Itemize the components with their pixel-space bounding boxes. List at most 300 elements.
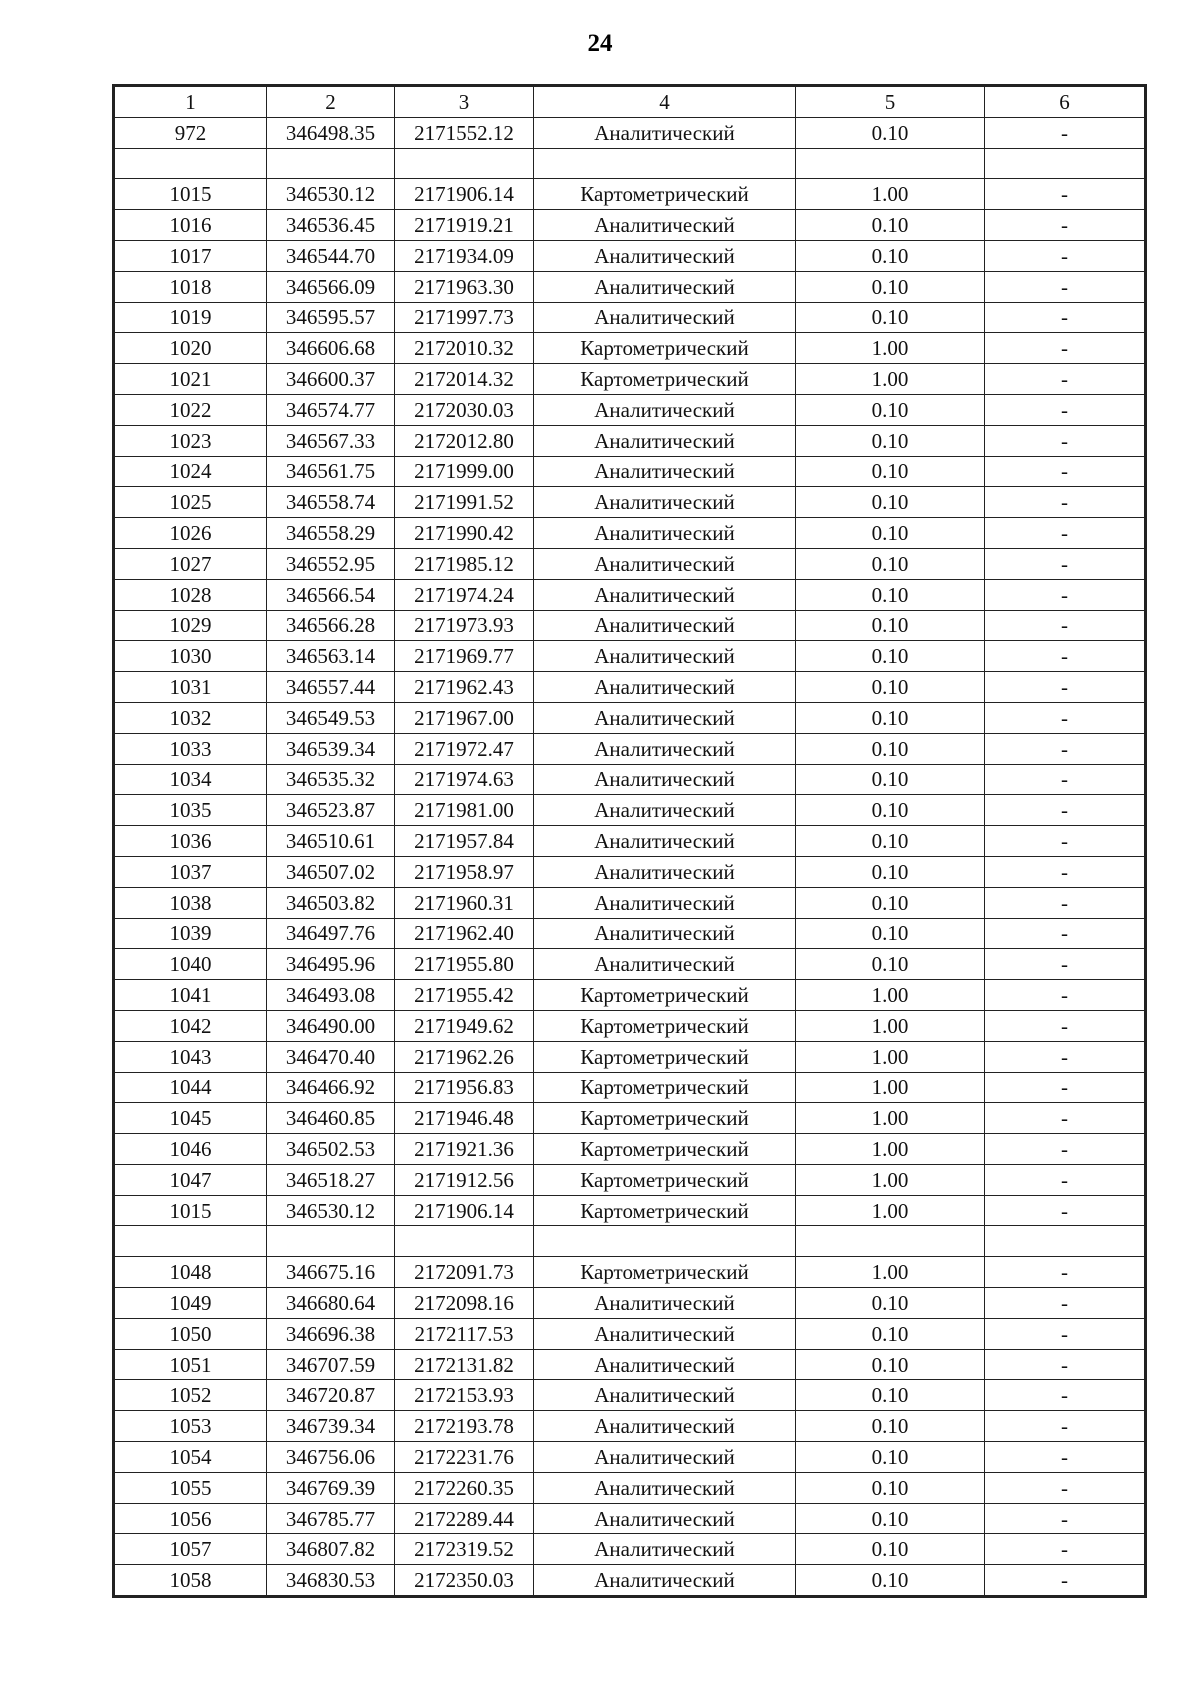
- method-cell: Аналитический: [534, 795, 796, 826]
- y-coordinate-cell: 2171990.42: [395, 518, 534, 549]
- y-coordinate-cell: 2171969.77: [395, 641, 534, 672]
- table-row: [115, 302, 1145, 333]
- point-number-cell: 1021: [115, 364, 267, 395]
- x-coordinate-cell: 346518.27: [267, 1164, 395, 1195]
- y-coordinate-cell: 2172030.03: [395, 394, 534, 425]
- accuracy-cell: 1.00: [796, 1010, 985, 1041]
- table-row: [115, 210, 1145, 241]
- method-cell: Картометрический: [534, 1195, 796, 1226]
- note-cell: -: [985, 641, 1145, 672]
- y-coordinate-cell: 2172117.53: [395, 1318, 534, 1349]
- accuracy-cell: 0.10: [796, 733, 985, 764]
- accuracy-cell: 0.10: [796, 672, 985, 703]
- point-number-cell: 1043: [115, 1041, 267, 1072]
- method-cell: Аналитический: [534, 856, 796, 887]
- table-row: [115, 1442, 1145, 1473]
- x-coordinate-cell: 346785.77: [267, 1503, 395, 1534]
- y-coordinate-cell: 2171972.47: [395, 733, 534, 764]
- y-coordinate-cell: 2172350.03: [395, 1565, 534, 1596]
- accuracy-cell: 0.10: [796, 826, 985, 857]
- method-cell: Аналитический: [534, 918, 796, 949]
- note-cell: -: [985, 548, 1145, 579]
- method-cell: Картометрический: [534, 364, 796, 395]
- method-cell: [534, 148, 796, 179]
- x-coordinate-cell: 346530.12: [267, 1195, 395, 1226]
- note-cell: -: [985, 425, 1145, 456]
- x-coordinate-cell: 346523.87: [267, 795, 395, 826]
- method-cell: Аналитический: [534, 548, 796, 579]
- point-number-cell: 1042: [115, 1010, 267, 1041]
- table-row: [115, 1503, 1145, 1534]
- note-cell: -: [985, 487, 1145, 518]
- point-number-cell: 1047: [115, 1164, 267, 1195]
- table-row: [115, 1164, 1145, 1195]
- accuracy-cell: 0.10: [796, 764, 985, 795]
- note-cell: -: [985, 302, 1145, 333]
- x-coordinate-cell: 346769.39: [267, 1472, 395, 1503]
- accuracy-cell: 0.10: [796, 1503, 985, 1534]
- y-coordinate-cell: 2171906.14: [395, 1195, 534, 1226]
- table-row: [115, 1010, 1145, 1041]
- note-cell: -: [985, 1134, 1145, 1165]
- accuracy-cell: 0.10: [796, 1349, 985, 1380]
- table-row: [115, 795, 1145, 826]
- accuracy-cell: 1.00: [796, 1041, 985, 1072]
- accuracy-cell: 0.10: [796, 1318, 985, 1349]
- note-cell: -: [985, 1288, 1145, 1319]
- x-coordinate-cell: 346558.74: [267, 487, 395, 518]
- accuracy-cell: 0.10: [796, 271, 985, 302]
- accuracy-cell: 1.00: [796, 1072, 985, 1103]
- note-cell: -: [985, 856, 1145, 887]
- point-number-cell: 1015: [115, 1195, 267, 1226]
- method-cell: Аналитический: [534, 425, 796, 456]
- page-number: 24: [587, 30, 613, 57]
- y-coordinate-cell: 2172153.93: [395, 1380, 534, 1411]
- accuracy-cell: 0.10: [796, 856, 985, 887]
- column-header-5: 5: [796, 87, 985, 118]
- accuracy-cell: 0.10: [796, 1380, 985, 1411]
- x-coordinate-cell: 346566.54: [267, 579, 395, 610]
- table-row: [115, 364, 1145, 395]
- note-cell: -: [985, 702, 1145, 733]
- y-coordinate-cell: 2171997.73: [395, 302, 534, 333]
- y-coordinate-cell: 2171962.26: [395, 1041, 534, 1072]
- y-coordinate-cell: 2171946.48: [395, 1103, 534, 1134]
- method-cell: Аналитический: [534, 302, 796, 333]
- method-cell: Аналитический: [534, 1565, 796, 1596]
- point-number-cell: 1020: [115, 333, 267, 364]
- y-coordinate-cell: 2171963.30: [395, 271, 534, 302]
- x-coordinate-cell: 346558.29: [267, 518, 395, 549]
- point-number-cell: 1024: [115, 456, 267, 487]
- table-row: [115, 271, 1145, 302]
- y-coordinate-cell: 2171960.31: [395, 887, 534, 918]
- table-row: [115, 1472, 1145, 1503]
- table-header: [115, 87, 1145, 118]
- accuracy-cell: 0.10: [796, 1565, 985, 1596]
- note-cell: -: [985, 1503, 1145, 1534]
- x-coordinate-cell: 346490.00: [267, 1010, 395, 1041]
- note-cell: -: [985, 456, 1145, 487]
- point-number-cell: 1050: [115, 1318, 267, 1349]
- x-coordinate-cell: 346495.96: [267, 949, 395, 980]
- y-coordinate-cell: 2172193.78: [395, 1411, 534, 1442]
- note-cell: -: [985, 672, 1145, 703]
- y-coordinate-cell: 2171974.24: [395, 579, 534, 610]
- table-row: [115, 518, 1145, 549]
- table-row: [115, 764, 1145, 795]
- note-cell: -: [985, 764, 1145, 795]
- method-cell: Аналитический: [534, 1534, 796, 1565]
- accuracy-cell: 1.00: [796, 980, 985, 1011]
- accuracy-cell: 0.10: [796, 210, 985, 241]
- table-row: [115, 610, 1145, 641]
- table-row: [115, 394, 1145, 425]
- method-cell: Аналитический: [534, 456, 796, 487]
- point-number-cell: 1046: [115, 1134, 267, 1165]
- x-coordinate-cell: 346561.75: [267, 456, 395, 487]
- column-header-2: 2: [267, 87, 395, 118]
- x-coordinate-cell: 346466.92: [267, 1072, 395, 1103]
- x-coordinate-cell: 346544.70: [267, 240, 395, 271]
- point-number-cell: 1044: [115, 1072, 267, 1103]
- x-coordinate-cell: 346566.28: [267, 610, 395, 641]
- point-number-cell: [115, 148, 267, 179]
- point-number-cell: 1051: [115, 1349, 267, 1380]
- accuracy-cell: 0.10: [796, 918, 985, 949]
- y-coordinate-cell: 2172014.32: [395, 364, 534, 395]
- accuracy-cell: 0.10: [796, 425, 985, 456]
- note-cell: -: [985, 210, 1145, 241]
- method-cell: Аналитический: [534, 702, 796, 733]
- table-row: [115, 456, 1145, 487]
- x-coordinate-cell: 346502.53: [267, 1134, 395, 1165]
- table-row: [115, 1411, 1145, 1442]
- note-cell: -: [985, 1072, 1145, 1103]
- table-row: [115, 1134, 1145, 1165]
- x-coordinate-cell: 346606.68: [267, 333, 395, 364]
- x-coordinate-cell: 346535.32: [267, 764, 395, 795]
- column-header-3: 3: [395, 87, 534, 118]
- point-number-cell: 1037: [115, 856, 267, 887]
- y-coordinate-cell: 2171955.42: [395, 980, 534, 1011]
- note-cell: -: [985, 610, 1145, 641]
- method-cell: Аналитический: [534, 117, 796, 148]
- table-row: [115, 826, 1145, 857]
- table-row: [115, 887, 1145, 918]
- note-cell: -: [985, 1010, 1145, 1041]
- x-coordinate-cell: 346493.08: [267, 980, 395, 1011]
- method-cell: Аналитический: [534, 271, 796, 302]
- note-cell: -: [985, 1411, 1145, 1442]
- accuracy-cell: 0.10: [796, 1472, 985, 1503]
- y-coordinate-cell: 2172010.32: [395, 333, 534, 364]
- point-number-cell: 1054: [115, 1442, 267, 1473]
- method-cell: Картометрический: [534, 1164, 796, 1195]
- method-cell: Аналитический: [534, 1318, 796, 1349]
- point-number-cell: 1035: [115, 795, 267, 826]
- point-number-cell: 1045: [115, 1103, 267, 1134]
- x-coordinate-cell: 346566.09: [267, 271, 395, 302]
- y-coordinate-cell: 2172098.16: [395, 1288, 534, 1319]
- x-coordinate-cell: 346675.16: [267, 1257, 395, 1288]
- table-row: [115, 641, 1145, 672]
- method-cell: Аналитический: [534, 579, 796, 610]
- method-cell: Аналитический: [534, 1472, 796, 1503]
- x-coordinate-cell: 346574.77: [267, 394, 395, 425]
- table-body: [115, 117, 1145, 1595]
- table-row: [115, 856, 1145, 887]
- table-row: [115, 702, 1145, 733]
- point-number-cell: 972: [115, 117, 267, 148]
- accuracy-cell: 0.10: [796, 795, 985, 826]
- note-cell: -: [985, 1380, 1145, 1411]
- y-coordinate-cell: 2172231.76: [395, 1442, 534, 1473]
- point-number-cell: 1058: [115, 1565, 267, 1596]
- accuracy-cell: 0.10: [796, 702, 985, 733]
- accuracy-cell: 0.10: [796, 518, 985, 549]
- accuracy-cell: [796, 1226, 985, 1257]
- accuracy-cell: 0.10: [796, 887, 985, 918]
- point-number-cell: 1041: [115, 980, 267, 1011]
- method-cell: Картометрический: [534, 333, 796, 364]
- coordinates-table: [114, 86, 1145, 1596]
- accuracy-cell: 1.00: [796, 333, 985, 364]
- point-number-cell: 1018: [115, 271, 267, 302]
- note-cell: -: [985, 333, 1145, 364]
- x-coordinate-cell: 346552.95: [267, 548, 395, 579]
- x-coordinate-cell: 346563.14: [267, 641, 395, 672]
- note-cell: -: [985, 364, 1145, 395]
- point-number-cell: 1053: [115, 1411, 267, 1442]
- table-row: [115, 733, 1145, 764]
- accuracy-cell: 0.10: [796, 117, 985, 148]
- method-cell: Аналитический: [534, 641, 796, 672]
- table-row: [115, 1257, 1145, 1288]
- note-cell: -: [985, 795, 1145, 826]
- note-cell: -: [985, 1349, 1145, 1380]
- x-coordinate-cell: 346830.53: [267, 1565, 395, 1596]
- accuracy-cell: 0.10: [796, 1411, 985, 1442]
- point-number-cell: 1052: [115, 1380, 267, 1411]
- method-cell: Аналитический: [534, 949, 796, 980]
- table-row: [115, 179, 1145, 210]
- method-cell: Аналитический: [534, 826, 796, 857]
- point-number-cell: 1023: [115, 425, 267, 456]
- method-cell: Картометрический: [534, 1010, 796, 1041]
- method-cell: Аналитический: [534, 240, 796, 271]
- x-coordinate-cell: 346470.40: [267, 1041, 395, 1072]
- method-cell: Аналитический: [534, 1503, 796, 1534]
- note-cell: -: [985, 579, 1145, 610]
- table-row: [115, 1288, 1145, 1319]
- x-coordinate-cell: 346510.61: [267, 826, 395, 857]
- y-coordinate-cell: 2171973.93: [395, 610, 534, 641]
- note-cell: -: [985, 918, 1145, 949]
- accuracy-cell: 1.00: [796, 179, 985, 210]
- note-cell: -: [985, 980, 1145, 1011]
- x-coordinate-cell: 346696.38: [267, 1318, 395, 1349]
- note-cell: -: [985, 1103, 1145, 1134]
- x-coordinate-cell: 346807.82: [267, 1534, 395, 1565]
- y-coordinate-cell: 2171991.52: [395, 487, 534, 518]
- method-cell: Картометрический: [534, 1072, 796, 1103]
- point-number-cell: 1026: [115, 518, 267, 549]
- note-cell: -: [985, 1534, 1145, 1565]
- note-cell: -: [985, 1565, 1145, 1596]
- y-coordinate-cell: 2171949.62: [395, 1010, 534, 1041]
- table-row: [115, 1041, 1145, 1072]
- method-cell: Картометрический: [534, 1257, 796, 1288]
- y-coordinate-cell: [395, 1226, 534, 1257]
- x-coordinate-cell: 346567.33: [267, 425, 395, 456]
- point-number-cell: 1036: [115, 826, 267, 857]
- y-coordinate-cell: 2171958.97: [395, 856, 534, 887]
- y-coordinate-cell: 2171955.80: [395, 949, 534, 980]
- table-row: [115, 1072, 1145, 1103]
- y-coordinate-cell: 2171981.00: [395, 795, 534, 826]
- note-cell: -: [985, 1195, 1145, 1226]
- y-coordinate-cell: 2172319.52: [395, 1534, 534, 1565]
- point-number-cell: 1027: [115, 548, 267, 579]
- point-number-cell: 1049: [115, 1288, 267, 1319]
- table-row: [115, 1349, 1145, 1380]
- point-number-cell: 1057: [115, 1534, 267, 1565]
- table-row: [115, 1534, 1145, 1565]
- point-number-cell: 1017: [115, 240, 267, 271]
- y-coordinate-cell: 2171985.12: [395, 548, 534, 579]
- x-coordinate-cell: 346460.85: [267, 1103, 395, 1134]
- point-number-cell: 1019: [115, 302, 267, 333]
- method-cell: Аналитический: [534, 1380, 796, 1411]
- x-coordinate-cell: 346507.02: [267, 856, 395, 887]
- accuracy-cell: 0.10: [796, 1442, 985, 1473]
- note-cell: -: [985, 179, 1145, 210]
- table-row: [115, 1318, 1145, 1349]
- method-cell: Картометрический: [534, 1103, 796, 1134]
- point-number-cell: 1030: [115, 641, 267, 672]
- accuracy-cell: 0.10: [796, 548, 985, 579]
- note-cell: -: [985, 1257, 1145, 1288]
- table-row: [115, 548, 1145, 579]
- accuracy-cell: 0.10: [796, 487, 985, 518]
- point-number-cell: 1048: [115, 1257, 267, 1288]
- point-number-cell: 1029: [115, 610, 267, 641]
- point-number-cell: [115, 1226, 267, 1257]
- y-coordinate-cell: 2171967.00: [395, 702, 534, 733]
- accuracy-cell: 0.10: [796, 302, 985, 333]
- table-row: [115, 425, 1145, 456]
- accuracy-cell: 0.10: [796, 579, 985, 610]
- note-cell: -: [985, 1041, 1145, 1072]
- y-coordinate-cell: 2171919.21: [395, 210, 534, 241]
- table-row: [115, 949, 1145, 980]
- point-number-cell: 1015: [115, 179, 267, 210]
- y-coordinate-cell: 2172012.80: [395, 425, 534, 456]
- method-cell: Аналитический: [534, 1442, 796, 1473]
- y-coordinate-cell: 2171956.83: [395, 1072, 534, 1103]
- table-row: [115, 1103, 1145, 1134]
- point-number-cell: 1040: [115, 949, 267, 980]
- note-cell: -: [985, 826, 1145, 857]
- accuracy-cell: 0.10: [796, 610, 985, 641]
- method-cell: Аналитический: [534, 487, 796, 518]
- table-row: [115, 333, 1145, 364]
- x-coordinate-cell: [267, 148, 395, 179]
- accuracy-cell: 0.10: [796, 456, 985, 487]
- note-cell: -: [985, 1442, 1145, 1473]
- method-cell: Аналитический: [534, 1288, 796, 1319]
- accuracy-cell: 0.10: [796, 949, 985, 980]
- accuracy-cell: 1.00: [796, 1195, 985, 1226]
- table-row: [115, 579, 1145, 610]
- point-number-cell: 1039: [115, 918, 267, 949]
- x-coordinate-cell: 346549.53: [267, 702, 395, 733]
- table-row: [115, 240, 1145, 271]
- table-row: [115, 148, 1145, 179]
- y-coordinate-cell: 2172260.35: [395, 1472, 534, 1503]
- y-coordinate-cell: 2171906.14: [395, 179, 534, 210]
- point-number-cell: 1016: [115, 210, 267, 241]
- table-row: [115, 1565, 1145, 1596]
- note-cell: -: [985, 394, 1145, 425]
- accuracy-cell: [796, 148, 985, 179]
- method-cell: Аналитический: [534, 1411, 796, 1442]
- note-cell: [985, 148, 1145, 179]
- x-coordinate-cell: 346503.82: [267, 887, 395, 918]
- accuracy-cell: 1.00: [796, 1257, 985, 1288]
- note-cell: -: [985, 1164, 1145, 1195]
- x-coordinate-cell: [267, 1226, 395, 1257]
- note-cell: -: [985, 271, 1145, 302]
- accuracy-cell: 0.10: [796, 394, 985, 425]
- note-cell: -: [985, 1318, 1145, 1349]
- note-cell: -: [985, 518, 1145, 549]
- column-header-6: 6: [985, 87, 1145, 118]
- method-cell: Картометрический: [534, 1041, 796, 1072]
- method-cell: Аналитический: [534, 733, 796, 764]
- point-number-cell: 1022: [115, 394, 267, 425]
- note-cell: -: [985, 887, 1145, 918]
- y-coordinate-cell: 2171962.43: [395, 672, 534, 703]
- x-coordinate-cell: 346756.06: [267, 1442, 395, 1473]
- point-number-cell: 1034: [115, 764, 267, 795]
- y-coordinate-cell: 2171974.63: [395, 764, 534, 795]
- y-coordinate-cell: 2171934.09: [395, 240, 534, 271]
- column-header-4: 4: [534, 87, 796, 118]
- method-cell: Картометрический: [534, 980, 796, 1011]
- header-row: [115, 87, 1145, 118]
- x-coordinate-cell: 346739.34: [267, 1411, 395, 1442]
- y-coordinate-cell: 2171552.12: [395, 117, 534, 148]
- method-cell: Аналитический: [534, 518, 796, 549]
- x-coordinate-cell: 346680.64: [267, 1288, 395, 1319]
- x-coordinate-cell: 346595.57: [267, 302, 395, 333]
- column-header-1: 1: [115, 87, 267, 118]
- y-coordinate-cell: 2171957.84: [395, 826, 534, 857]
- method-cell: Картометрический: [534, 179, 796, 210]
- point-number-cell: 1032: [115, 702, 267, 733]
- y-coordinate-cell: 2172131.82: [395, 1349, 534, 1380]
- note-cell: -: [985, 1472, 1145, 1503]
- x-coordinate-cell: 346497.76: [267, 918, 395, 949]
- point-number-cell: 1025: [115, 487, 267, 518]
- accuracy-cell: 1.00: [796, 1103, 985, 1134]
- method-cell: Аналитический: [534, 764, 796, 795]
- method-cell: Картометрический: [534, 1134, 796, 1165]
- accuracy-cell: 1.00: [796, 1164, 985, 1195]
